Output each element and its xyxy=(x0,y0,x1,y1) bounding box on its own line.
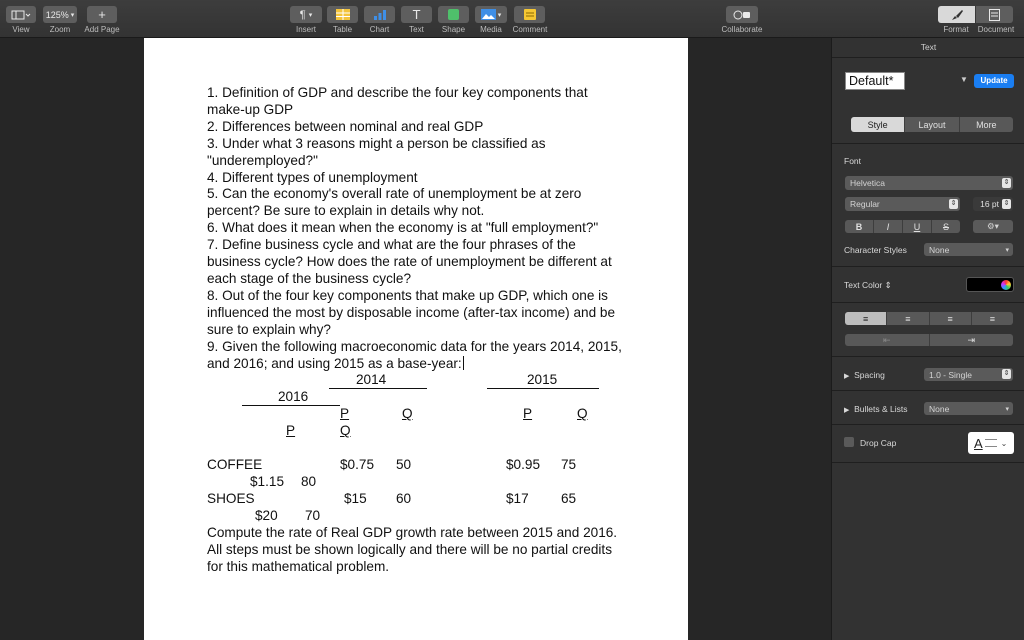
paragraph-style-select[interactable]: Default* xyxy=(845,72,905,90)
comment-label: Comment xyxy=(512,25,548,34)
format-button[interactable] xyxy=(938,6,975,23)
text-options-button[interactable] xyxy=(973,220,1013,233)
inspector-title: Text xyxy=(920,42,937,52)
align-right-button[interactable] xyxy=(930,312,972,325)
coffee-q-2016: 80 xyxy=(301,474,317,490)
drop-cap-label: Drop Cap xyxy=(860,438,897,448)
font-weight-select[interactable] xyxy=(845,197,960,211)
spacing-label: Spacing xyxy=(854,370,885,380)
drop-cap-preview: A xyxy=(974,435,983,451)
text-format-buttons xyxy=(845,220,960,233)
color-wheel-icon[interactable] xyxy=(1001,280,1011,290)
question-6[interactable]: 6. What does it mean when the economy is at "full employment?" xyxy=(207,220,599,236)
format-label: Format xyxy=(943,25,969,34)
rule-2015 xyxy=(487,388,599,389)
add-page-label: Add Page xyxy=(84,25,120,34)
zoom-label: Zoom xyxy=(49,25,71,34)
year-2014-header: 2014 xyxy=(356,372,387,388)
tab-layout[interactable]: Layout xyxy=(905,117,959,132)
character-styles-value: None xyxy=(929,244,950,255)
inspector-divider xyxy=(832,143,1024,144)
text-cursor xyxy=(463,356,464,370)
year-2016-header: 2016 xyxy=(278,389,309,405)
text-lines-icon xyxy=(985,439,997,447)
paintbrush-icon xyxy=(950,9,964,21)
collaborate-icon xyxy=(733,10,751,20)
inspector-divider xyxy=(832,390,1024,391)
shoes-q-2016: 70 xyxy=(305,508,321,524)
question-1[interactable]: 1. Definition of GDP and describe the four key components that make-up GDP xyxy=(207,85,588,117)
add-page-button[interactable] xyxy=(87,6,117,23)
italic-button[interactable]: I xyxy=(874,220,903,233)
chevron-down-icon: ⌄ xyxy=(1000,438,1008,448)
insert-label: Insert xyxy=(295,25,316,34)
bullets-value: None xyxy=(929,403,950,414)
text-box-button[interactable] xyxy=(401,6,432,23)
bold-button[interactable]: B xyxy=(845,220,874,233)
document-body[interactable] xyxy=(207,85,627,576)
rule-2016 xyxy=(242,405,340,406)
inspector-divider xyxy=(832,356,1024,357)
character-styles-select[interactable] xyxy=(924,243,1013,256)
document-button[interactable] xyxy=(976,6,1013,23)
chevron-down-icon[interactable]: ▼ xyxy=(960,75,968,84)
question-7[interactable]: 7. Define business cycle and what are the four phrases of the business cycle? How does the rate of unemployment be different at each stage of the business cycle? xyxy=(207,237,612,286)
text-color-label-text: Text Color xyxy=(844,280,883,290)
shoes-p-2015: $17 xyxy=(506,491,529,507)
bullets-label: Bullets & Lists xyxy=(854,404,908,414)
spacing-select[interactable] xyxy=(924,368,1013,381)
align-left-icon: ≡ xyxy=(862,313,869,324)
bullets-select[interactable] xyxy=(924,402,1013,415)
increase-indent-button[interactable] xyxy=(930,334,1014,346)
updown-icon: ⇕ xyxy=(1003,370,1010,377)
inspector-divider xyxy=(832,266,1024,267)
plus-icon: + xyxy=(98,7,106,22)
shoes-q-2014: 60 xyxy=(396,491,412,507)
canvas-area xyxy=(0,38,831,640)
align-center-button[interactable] xyxy=(887,312,929,325)
indent-buttons xyxy=(845,334,1013,346)
updown-icon: ⇕ xyxy=(1003,179,1010,186)
p-2014-header: P xyxy=(340,406,350,422)
media-label: Media xyxy=(480,25,502,34)
indent-icon: ⇥ xyxy=(967,334,976,345)
comment-button[interactable] xyxy=(514,6,545,23)
align-center-icon: ≡ xyxy=(905,313,911,324)
question-5[interactable]: 5. Can the economy's overall rate of unemployment be at zero percent? Be sure to explain in details why not. xyxy=(207,186,582,219)
inspector-divider xyxy=(832,424,1024,425)
gear-icon: ⚙▾ xyxy=(987,221,999,231)
drop-cap-style-select[interactable] xyxy=(968,432,1014,454)
font-size-value: 16 pt xyxy=(980,199,999,209)
media-button[interactable] xyxy=(475,6,507,23)
coffee-p-2014: $0.75 xyxy=(340,457,375,473)
p-2015-header: P xyxy=(523,406,533,422)
toolbar xyxy=(0,0,1024,38)
collaborate-label: Collaborate xyxy=(721,25,763,34)
coffee-p-2015: $0.95 xyxy=(506,457,541,473)
font-size-field[interactable] xyxy=(973,197,1013,211)
table-button[interactable] xyxy=(327,6,358,23)
table-icon xyxy=(336,9,350,20)
pilcrow-icon: ¶ xyxy=(299,8,306,21)
decrease-indent-button[interactable] xyxy=(845,334,930,346)
chevron-down-icon: ▾ xyxy=(70,11,75,19)
bullets-disclosure[interactable] xyxy=(844,404,908,414)
format-inspector xyxy=(831,38,1024,640)
coffee-p-2016: $1.15 xyxy=(250,474,285,490)
shape-button[interactable] xyxy=(438,6,469,23)
question-9[interactable] xyxy=(207,339,627,373)
justify-button[interactable] xyxy=(972,312,1013,325)
text-color-well[interactable] xyxy=(966,277,1014,292)
strikethrough-button[interactable]: S xyxy=(942,221,949,232)
shape-icon xyxy=(448,9,459,20)
document-label: Document xyxy=(977,25,1015,34)
tab-more[interactable]: More xyxy=(976,119,997,130)
shoes-label: SHOES xyxy=(207,491,255,507)
inspector-divider xyxy=(832,462,1024,463)
question-2[interactable]: 2. Differences between nominal and real GDP xyxy=(207,118,484,134)
tab-style[interactable]: Style xyxy=(851,117,905,132)
year-2015-header: 2015 xyxy=(527,372,558,388)
p-2016-header: P xyxy=(286,423,296,439)
inspector-tabs xyxy=(851,117,1013,132)
chevron-down-icon: ▾ xyxy=(308,11,313,19)
rule-2014 xyxy=(329,388,427,389)
font-weight-value: Regular xyxy=(850,199,880,209)
outdent-icon: ⇤ xyxy=(882,334,891,345)
text-icon: T xyxy=(412,7,421,22)
font-family-select[interactable] xyxy=(845,176,1013,190)
table-label: Table xyxy=(332,25,353,34)
coffee-label: COFFEE xyxy=(207,457,263,473)
question-4[interactable]: 4. Different types of unemployment xyxy=(207,169,418,185)
align-right-icon: ≡ xyxy=(947,313,953,324)
document-page[interactable] xyxy=(144,38,688,640)
chart-label: Chart xyxy=(369,25,390,34)
coffee-q-2015: 75 xyxy=(561,457,577,473)
update-button[interactable]: Update xyxy=(974,74,1014,88)
document-icon xyxy=(989,9,1000,21)
text-color-label[interactable] xyxy=(844,280,892,291)
font-label: Font xyxy=(844,156,862,166)
closing-instruction[interactable]: Compute the rate of Real GDP growth rate between 2015 and 2016. All steps must be shown logically and there will be no partial credits for this mathematical problem. xyxy=(207,525,618,575)
q-2014-header: Q xyxy=(402,406,413,422)
spacing-value: 1.0 - Single xyxy=(929,369,972,380)
chevron-down-icon: ▾ xyxy=(1005,246,1009,254)
view-icon xyxy=(11,10,31,20)
justify-icon: ≡ xyxy=(989,313,995,324)
alignment-buttons xyxy=(845,312,1013,325)
question-3[interactable]: 3. Under what 3 reasons might a person be classified as "underemployed?" xyxy=(207,135,546,168)
insert-button[interactable] xyxy=(290,6,322,23)
q-2016-header: Q xyxy=(340,423,351,439)
updown-icon: ⇕ xyxy=(884,280,892,290)
comment-icon xyxy=(524,9,536,20)
shape-label: Shape xyxy=(441,25,466,34)
view-label: View xyxy=(12,25,30,34)
character-styles-label: Character Styles xyxy=(844,245,907,255)
zoom-select[interactable] xyxy=(43,6,77,23)
chevron-down-icon: ▾ xyxy=(1005,405,1009,413)
chart-icon xyxy=(373,9,387,20)
question-8[interactable]: 8. Out of the four key components that make up GDP, which one is influenced the most by disposable income (after-tax income) and be sure to explain why? xyxy=(207,287,616,337)
disclosure-triangle-icon: ▶ xyxy=(844,407,850,414)
zoom-value: 125% xyxy=(45,9,69,20)
stepper-icon[interactable]: ⇕ xyxy=(1003,200,1010,207)
q-2015-header: Q xyxy=(577,406,588,422)
view-button[interactable] xyxy=(6,6,36,23)
inspector-divider xyxy=(832,57,1024,58)
disclosure-triangle-icon: ▶ xyxy=(844,373,850,380)
coffee-q-2014: 50 xyxy=(396,457,412,473)
shoes-p-2014: $15 xyxy=(344,491,367,507)
font-family-value: Helvetica xyxy=(850,178,885,188)
shoes-q-2015: 65 xyxy=(561,491,577,507)
shoes-p-2016: $20 xyxy=(255,508,278,524)
inspector-divider xyxy=(832,302,1024,303)
collaborate-button[interactable] xyxy=(726,6,758,23)
media-icon xyxy=(481,9,496,20)
chevron-down-icon: ▾ xyxy=(497,11,502,19)
updown-icon: ⇕ xyxy=(950,200,957,207)
text-label: Text xyxy=(409,25,424,34)
chart-button[interactable] xyxy=(364,6,395,23)
align-left-button[interactable] xyxy=(845,312,887,325)
underline-button[interactable]: U xyxy=(903,220,932,233)
data-table xyxy=(207,372,627,558)
drop-cap-checkbox[interactable] xyxy=(844,437,854,447)
question-9-text: 9. Given the following macroeconomic data for the years 2014, 2015, and 2016; and using 2015 as a base-year: xyxy=(207,338,622,371)
spacing-disclosure[interactable] xyxy=(844,370,885,380)
